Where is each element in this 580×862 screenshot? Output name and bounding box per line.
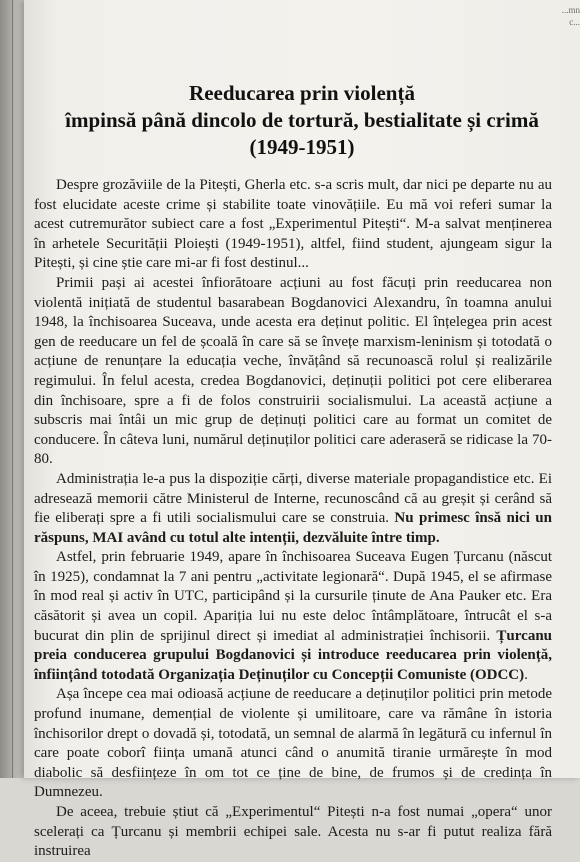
paragraph-end: . bbox=[524, 666, 528, 683]
paragraph-5 bbox=[34, 685, 552, 803]
paragraph-text: De aceea, trebuie știut că „Experimentul“ Pitești n-a fost numai „opera“ unor scelerați ca Țurcanu și membrii echipei sale. Acesta nu s-ar fi putut realiza fără instruirea bbox=[34, 804, 552, 860]
paragraph-4 bbox=[34, 548, 552, 685]
paragraph-emphasis: Țurcanu preia conducerea grupului Bogdanovici și introduce reeducarea prin violență, înființând totodată Organizația Deținuților cu Concepții Comuniste (ODCC) bbox=[34, 627, 552, 683]
paragraph-text: Așa începe cea mai odioasă acțiune de reeducare a deținuților politici prin metode profund inumane, demențial de violente și umilitoare, care va rămâne în istoria închisorilor drept o dovadă și, totodată, un semnal de alarmă în legătură cu infernul în care poate coborî ființa umană atunci când o anumită tiranie urmărește în mod diabolic să desființeze în om tot ce ține de bine, de frumos și de credința în Dumnezeu. bbox=[34, 686, 552, 801]
title-line-2: împinsă până dincolo de tortură, bestialitate și crimă bbox=[65, 108, 539, 132]
paragraph-text: Astfel, prin februarie 1949, apare în închisoarea Suceava Eugen Țurcanu (născut în 1925), condamnat la 7 ani pentru „activitate legionară“. După 1945, el se afirmase în mod real și activ în UTC, participând și la cursurile ținute de Ana Pauker etc. Era căsătorit și avea un copil. Apariția lui nu este deloc întâmplătoare, întrucât el s-a bucurat din plin de sprijinul direct și imediat al administrației închisorii. bbox=[34, 549, 552, 644]
adjacent-page-fragment: ...mn c... bbox=[561, 5, 580, 27]
paragraph-text: Primii pași ai acestei înfiorătoare acțiuni au fost făcuți prin reeducarea non violentă inițiată de studentul basarabean Bogdanovici Alexandru, în toamna anului 1948, la închisoarea Suceava, unde acesta era deținut politic. El înțelegea prin acest gen de reeducare un fel de școală în care să se învețe marxism-leninism și totodată o acțiune de renunțare la educația veche, învățând să recunoască rolul și realizările regimului. În felul acesta, credea Bogdanovici, deținuții politici pot cere eliberarea din închisoare, spre a fi de folos construirii socialismului. La această acțiune a subscris mai întâi un mic grup de deținuți politici care au format un comitet de conducere. În câteva luni, numărul deținuților politici care aderaseră se ridicase la 70-80. bbox=[34, 274, 552, 468]
paragraph-text: Despre grozăviile de la Pitești, Gherla etc. s-a scris mult, dar nici pe departe nu au fost elucidate aceste crime și stabilite toate vinovățiile. Eu mă voi referi sumar la acest cutremurător subiect care a fost „Experimentul Pitești“. M-a salvat menținerea în arhetele Securității Ploiești (1949-1951), altfel, fiind student, ajungeam sigur la Pitești, și cine știe care mi-ar fi fost destinul... bbox=[34, 177, 552, 272]
title-line-1: Reeducarea prin violență bbox=[189, 81, 415, 105]
paragraph-text: Administrația le-a pus la dispoziție cărți, diverse materiale propagandistice etc. Ei adresează memorii către Ministerul de Interne, recunoscând că au greșit și cerând să fie eliberați spre a fi utili socialismului care se construia. bbox=[34, 470, 552, 527]
book-page bbox=[24, 0, 580, 860]
paragraph-2 bbox=[34, 274, 552, 470]
body-text bbox=[34, 176, 552, 862]
paragraph-emphasis-end: . bbox=[435, 529, 440, 546]
binding-line bbox=[12, 0, 13, 778]
title-line-3: (1949-1951) bbox=[249, 135, 355, 159]
paragraph-6 bbox=[34, 803, 552, 862]
paragraph-3 bbox=[34, 470, 552, 548]
paragraph-emphasis: Nu primesc însă nici un răspuns, MAI având cu totul alte intenții, dezvăluite între timp bbox=[34, 510, 552, 546]
chapter-title bbox=[24, 80, 580, 161]
paragraph-1 bbox=[34, 176, 552, 274]
